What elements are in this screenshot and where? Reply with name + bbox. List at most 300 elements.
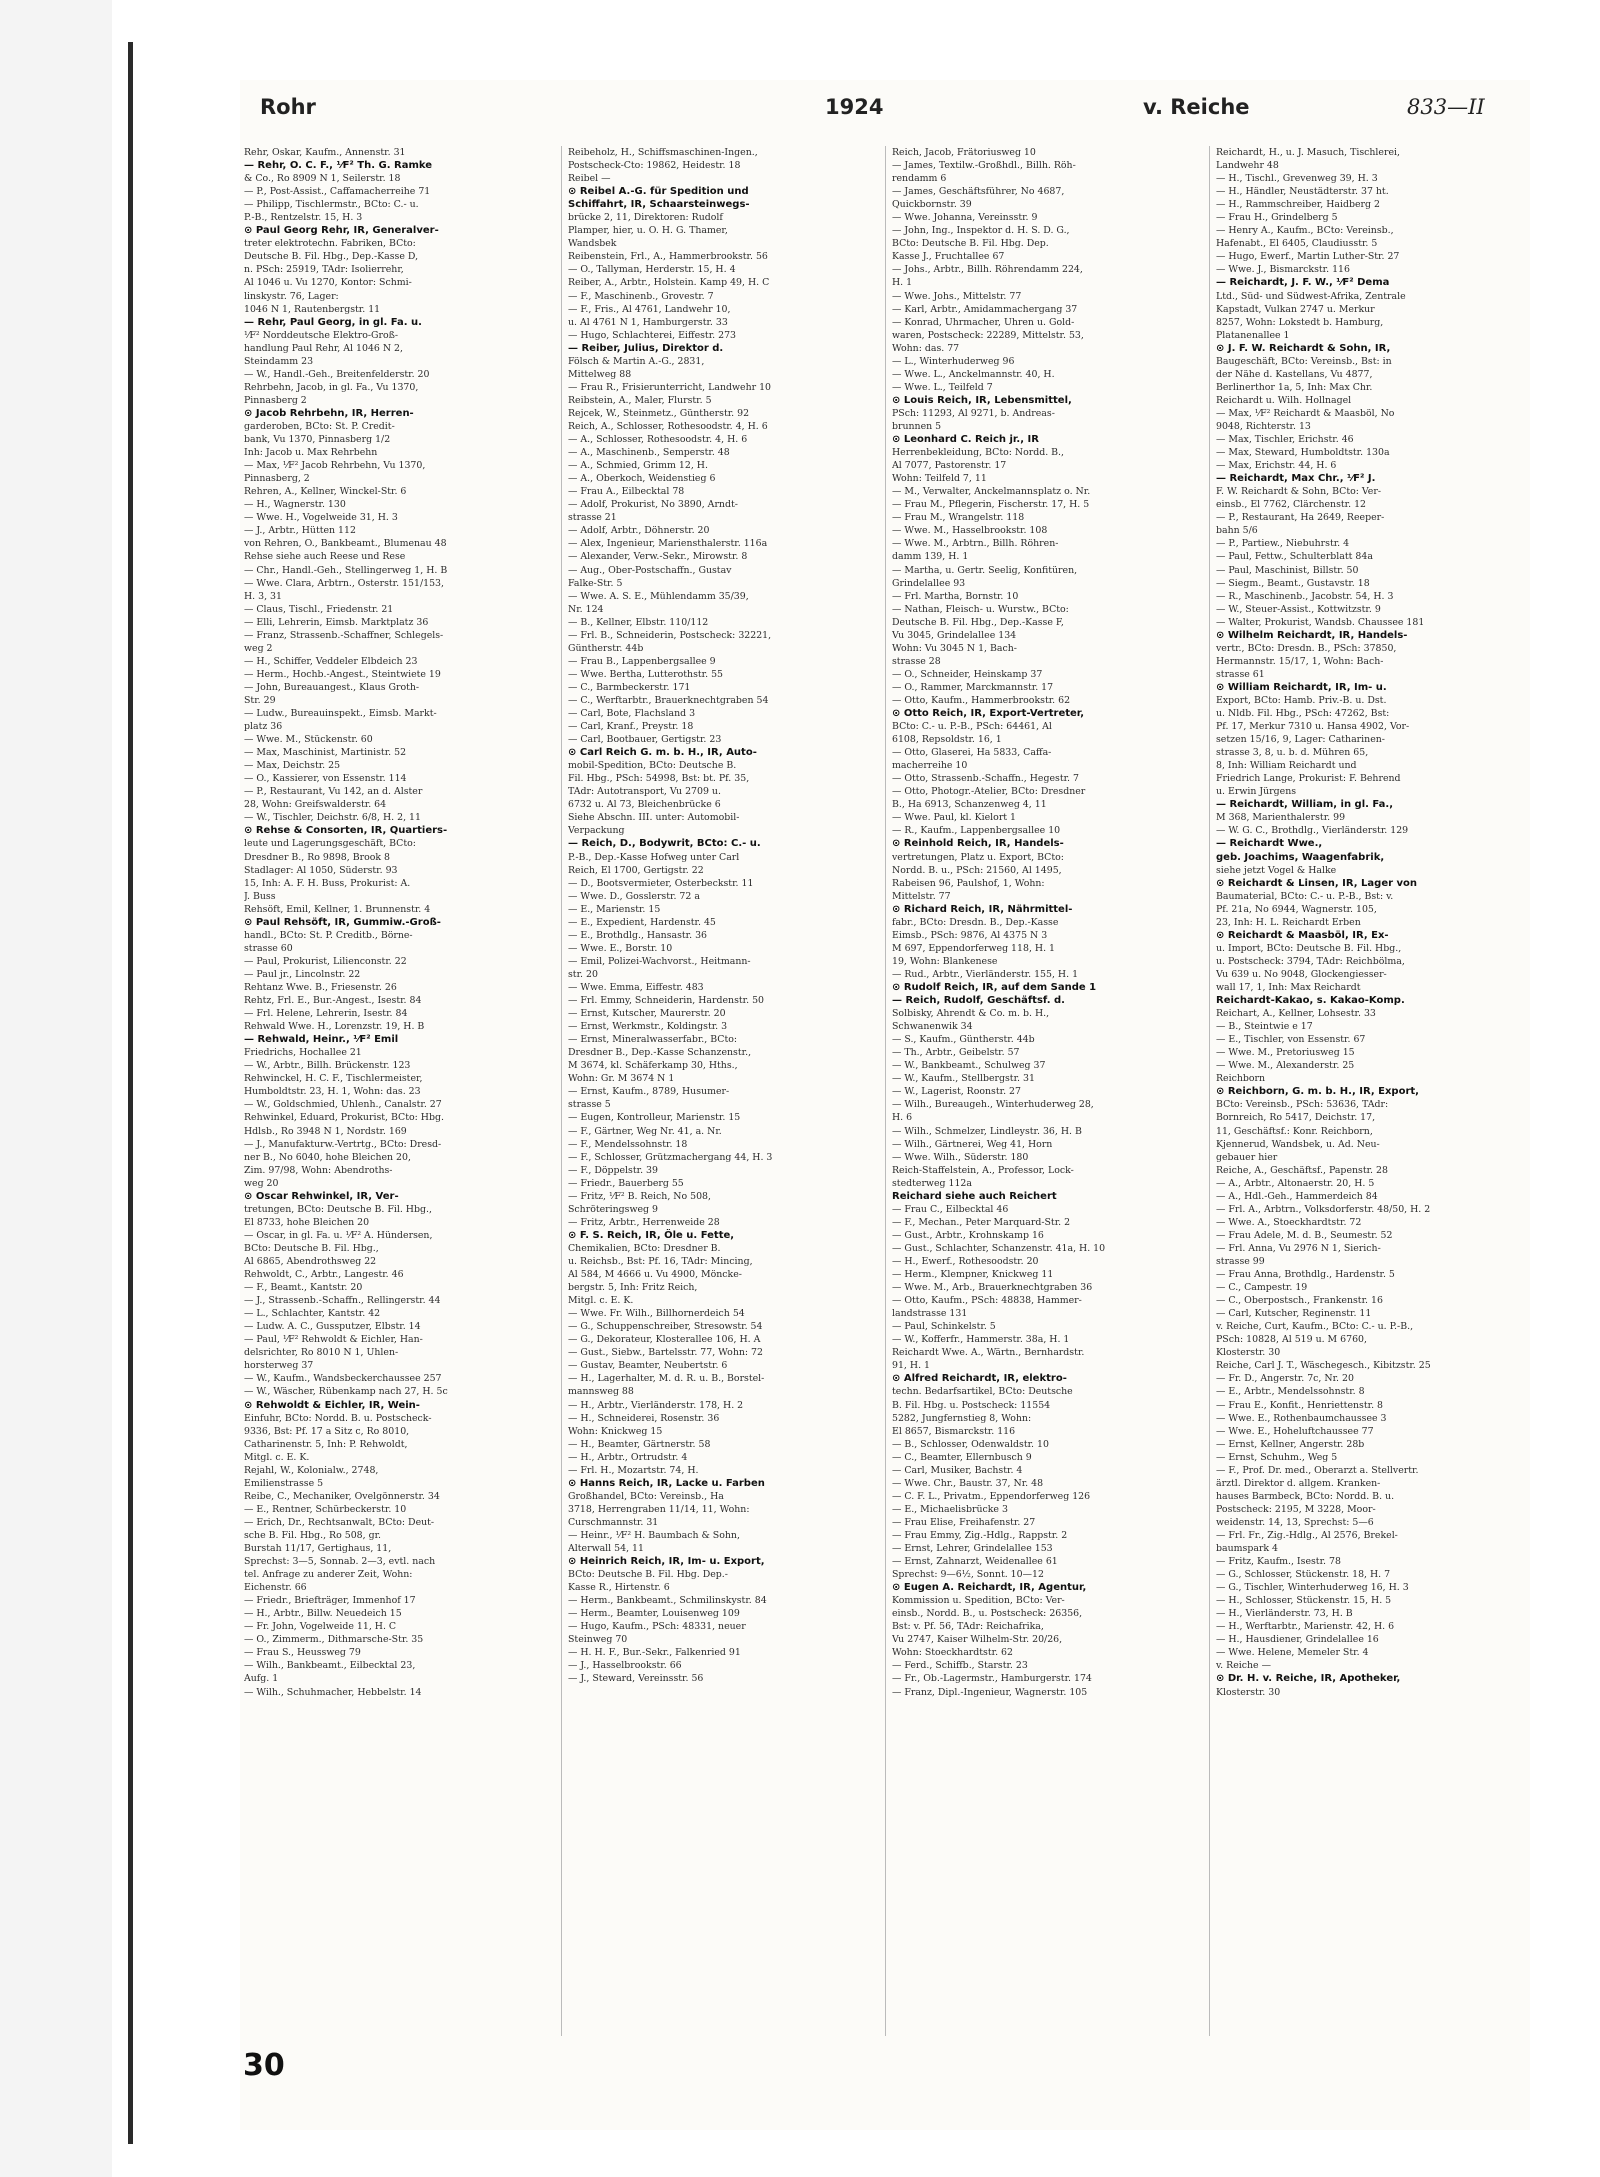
- directory-entry: — Ernst, Schuhm., Weg 5: [1216, 1451, 1338, 1463]
- directory-entry: B. Fil. Hbg. u. Postscheck: 11554: [892, 1399, 1051, 1411]
- directory-entry: — Ernst, Lehrer, Grindelallee 153: [892, 1543, 1053, 1555]
- directory-entry: — Max, ⅟F² Reichardt & Maasböl, No: [1216, 407, 1395, 419]
- directory-entry: — Wilh., Bureaugeh., Winterhuderweg 28,: [892, 1099, 1094, 1111]
- directory-entry: Reichardt-Kakao, s. Kakao-Komp.: [1216, 995, 1405, 1007]
- directory-entry: garderoben, BCto: St. P. Credit-: [244, 420, 395, 432]
- directory-entry: — Hugo, Kaufm., PSch: 48331, neuer: [568, 1621, 746, 1633]
- directory-entry: — Max, Deichstr. 25: [244, 760, 341, 772]
- directory-entry: vertretungen, Platz u. Export, BCto:: [892, 851, 1064, 863]
- directory-entry: — Carl, Musiker, Bachstr. 4: [892, 1464, 1023, 1476]
- directory-entry: — G., Dekorateur, Klosterallee 106, H. A: [568, 1334, 761, 1346]
- directory-entry: — Reiber, Julius, Direktor d.: [568, 342, 724, 354]
- directory-entry: Dresdner B., Ro 9898, Brook 8: [244, 851, 391, 863]
- directory-entry: — Gust., Schlachter, Schanzenstr. 41a, H. 10: [892, 1242, 1106, 1254]
- directory-entry: 8257, Wohn: Lokstedt b. Hamburg,: [1216, 316, 1384, 328]
- directory-entry: — Paul, Maschinist, Billstr. 50: [1216, 564, 1359, 576]
- directory-entry: Reichard siehe auch Reichert: [892, 1190, 1057, 1202]
- directory-entry: — W., Kofferfr., Hammerstr. 38a, H. 1: [892, 1334, 1070, 1346]
- directory-entry: — Wwe. M., Hasselbrookstr. 108: [892, 525, 1048, 537]
- directory-entry: BCto: Vereinsb., PSch: 53636, TAdr:: [1216, 1099, 1389, 1111]
- directory-entry: — Nathan, Fleisch- u. Wurstw., BCto:: [892, 603, 1069, 615]
- directory-entry: waren, Postscheck: 22289, Mittelstr. 53,: [892, 329, 1084, 341]
- directory-entry: — W., Steuer-Assist., Kottwitzstr. 9: [1216, 603, 1381, 615]
- directory-entry: H. 1: [892, 277, 913, 289]
- directory-entry: — C., Oberpostsch., Frankenstr. 16: [1216, 1295, 1383, 1307]
- directory-entry: — Frau H., Grindelberg 5: [1216, 212, 1338, 224]
- directory-entry: — Carl, Kutscher, Reginenstr. 11: [1216, 1308, 1372, 1320]
- directory-entry: — Otto, Strassenb.-Schaffn., Hegestr. 7: [892, 773, 1079, 785]
- directory-entry: u. Postscheck: 3794, TAdr: Reichbölma,: [1216, 955, 1405, 967]
- directory-entry: ⊙ Reichardt & Linsen, IR, Lager von: [1216, 877, 1418, 889]
- directory-entry: ⊙ Paul Rehsöft, IR, Gummiw.-Groß-: [244, 916, 441, 928]
- directory-entry: H. 3, 31: [244, 590, 282, 602]
- directory-entry: — Frl. B., Schneiderin, Postscheck: 32221,: [568, 629, 772, 641]
- directory-entry: — Otto, Glaserei, Ha 5833, Caffa-: [892, 747, 1052, 759]
- directory-entry: — L., Schlachter, Kantstr. 42: [244, 1308, 381, 1320]
- directory-entry: — Max, Tischler, Erichstr. 46: [1216, 434, 1354, 446]
- directory-entry: — Frl. A., Arbtrn., Volksdorferstr. 48/50, H. 2: [1216, 1203, 1431, 1215]
- directory-entry: ⊙ Rudolf Reich, IR, auf dem Sande 1: [892, 982, 1097, 993]
- directory-entry: Reibenstein, Frl., A., Hammerbrookstr. 56: [568, 251, 768, 263]
- directory-entry: 28, Wohn: Greifswalderstr. 64: [244, 799, 387, 811]
- directory-entry: — Ernst, Werkmstr., Koldingstr. 3: [568, 1021, 728, 1033]
- directory-entry: ⊙ Louis Reich, IR, Lebensmittel,: [892, 394, 1072, 406]
- directory-entry: — Philipp, Tischlermstr., BCto: C.- u.: [244, 199, 419, 211]
- directory-entry: Rehwald Wwe. H., Lorenzstr. 19, H. B: [244, 1021, 425, 1033]
- directory-entry: P.-B., Rentzelstr. 15, H. 3: [244, 212, 363, 224]
- directory-entry: Schiffahrt, IR, Schaarsteinwegs-: [568, 199, 750, 211]
- directory-entry: Solbisky, Ahrendt & Co. m. b. H.,: [892, 1008, 1050, 1020]
- directory-entry: — C., Barmbeckerstr. 171: [568, 681, 691, 693]
- directory-entry: — F., Fris., Al 4761, Landwehr 10,: [568, 303, 731, 315]
- directory-entry: Steindamm 23: [244, 355, 314, 367]
- directory-entry: strasse 60: [244, 942, 293, 954]
- directory-entry: — Gust., Siebw., Bartelsstr. 77, Wohn: 72: [568, 1347, 763, 1359]
- directory-entry: Siehe Abschn. III. unter: Automobil-: [568, 812, 740, 824]
- directory-entry: — P., Partiew., Niebuhrstr. 4: [1216, 538, 1350, 550]
- directory-entry: — Alexander, Verw.-Sekr., Mirowstr. 8: [568, 551, 748, 563]
- directory-entry: — Fritz, ⅟F² B. Reich, No 508,: [568, 1190, 711, 1202]
- directory-entry: — Eugen, Kontrolleur, Marienstr. 15: [568, 1112, 741, 1124]
- directory-entry: u. Erwin Jürgens: [1216, 786, 1297, 798]
- directory-entry: Reiche, Carl J. T., Wäschegesch., Kibitzstr. 25: [1216, 1360, 1431, 1372]
- directory-entry: — A., Oberkoch, Weidenstieg 6: [568, 473, 716, 485]
- directory-entry: — Reich, D., Bodywrit, BCto: C.- u.: [568, 838, 761, 850]
- scan-edge: [0, 0, 112, 2177]
- directory-entry: Reich-Staffelstein, A., Professor, Lock-: [892, 1164, 1074, 1176]
- directory-entry: — Otto, Photogr.-Atelier, BCto: Dresdner: [892, 786, 1086, 798]
- header-year: 1924: [825, 95, 884, 119]
- directory-entry: — Wilh., Schuhmacher, Hebbelstr. 14: [244, 1686, 422, 1698]
- directory-entry: Kasse J., Fruchtallee 67: [892, 251, 1005, 263]
- directory-entry: — O., Zimmerm., Dithmarsche-Str. 35: [244, 1634, 424, 1646]
- directory-entry: — Henry A., Kaufm., BCto: Vereinsb.,: [1216, 225, 1394, 237]
- directory-entry: — J., Strassenb.-Schaffn., Rellingerstr. 44: [244, 1295, 441, 1307]
- directory-entry: Al 1046 u. Vu 1270, Kontor: Schmi-: [244, 277, 412, 289]
- directory-entry: — Frau Elise, Freihafenstr. 27: [892, 1516, 1036, 1528]
- directory-entry: Pinnasberg, 2: [244, 473, 310, 485]
- directory-entry: 6108, Repsoldstr. 16, 1: [892, 734, 1002, 746]
- directory-entry: Bst: v. Pf. 56, TAdr: Reichafrika,: [892, 1621, 1044, 1633]
- directory-entry: — Rud., Arbtr., Vierländerstr. 155, H. 1: [892, 968, 1079, 980]
- directory-entry: — H., Lagerhalter, M. d. R. u. B., Borstel-: [568, 1373, 765, 1385]
- directory-entry: — Alex, Ingenieur, Mariensthalerstr. 116a: [568, 538, 768, 550]
- directory-entry: Catharinenstr. 5, Inh: P. Rehwoldt,: [244, 1438, 408, 1450]
- directory-entry: — James, Textilw.-Großhdl., Billh. Röh-: [892, 160, 1076, 172]
- directory-entry: — W., Kaufm., Wandsbeckerchaussee 257: [244, 1373, 442, 1385]
- directory-entry: Al 584, M 4666 u. Vu 4900, Möncke-: [568, 1269, 742, 1281]
- directory-entry: — F., Maschinenb., Grovestr. 7: [568, 290, 714, 302]
- directory-entry: — Adolf, Arbtr., Döhnerstr. 20: [568, 525, 710, 537]
- directory-entry: M 697, Eppendorferweg 118, H. 1: [892, 942, 1056, 954]
- directory-entry: — Wilh., Schmelzer, Lindleystr. 36, H. B: [892, 1125, 1082, 1137]
- directory-entry: — J., Manufakturw.-Vertrtg., BCto: Dresd-: [244, 1138, 442, 1150]
- directory-entry: weg 20: [244, 1177, 279, 1189]
- directory-entry: ner B., No 6040, hohe Bleichen 20,: [244, 1151, 411, 1163]
- directory-entry: — Wwe. A. S. E., Mühlendamm 35/39,: [568, 590, 749, 602]
- directory-entry: — Hugo, Schlachterei, Eiffestr. 273: [568, 329, 736, 341]
- directory-entry: ⊙ Rehwoldt & Eichler, IR, Wein-: [244, 1399, 420, 1411]
- directory-entry: Sprechst: 9—6½, Sonnt. 10—12: [892, 1569, 1044, 1581]
- directory-entry: — Adolf, Prokurist, No 3890, Arndt-: [568, 499, 738, 511]
- directory-entry: Klosterstr. 30: [1216, 1686, 1281, 1698]
- directory-entry: Chemikalien, BCto: Dresdner B.: [568, 1242, 721, 1254]
- directory-entry: ⊙ Oscar Rehwinkel, IR, Ver-: [244, 1190, 399, 1202]
- directory-entry: H. 6: [892, 1112, 913, 1124]
- directory-entry: — Oscar, in gl. Fa. u. ⅟F² A. Hündersen,: [244, 1229, 433, 1241]
- directory-entry: — Otto, Kaufm., Hammerbrookstr. 62: [892, 694, 1071, 706]
- directory-entry: — Ernst, Mineralwasserfabr., BCto:: [568, 1034, 738, 1046]
- directory-entry: BCto: C.- u. P.-B., PSch: 64461, Al: [892, 721, 1052, 733]
- directory-entry: ⊙ F. S. Reich, IR, Öle u. Fette,: [568, 1229, 735, 1241]
- directory-entry: Export, BCto: Hamb. Priv.-B. u. Dst.: [1216, 694, 1387, 706]
- directory-entry: — Martha, u. Gertr. Seelig, Konfitüren,: [892, 564, 1078, 576]
- directory-entry: — Herm., Beamter, Louisenweg 109: [568, 1608, 740, 1620]
- directory-entry: 9336, Bst: Pf. 17 a Sitz c, Ro 8010,: [244, 1425, 410, 1437]
- directory-entry: — W., Handl.-Geh., Breitenfelderstr. 20: [244, 368, 430, 380]
- directory-entry: — Wwe. Emma, Eiffestr. 483: [568, 982, 704, 993]
- directory-entry: Stadlager: Al 1050, Süderstr. 93: [244, 864, 398, 876]
- directory-entry: ⊙ Heinrich Reich, IR, Im- u. Export,: [568, 1556, 765, 1568]
- directory-entry: — E., Rentner, Schürbeckerstr. 10: [244, 1503, 407, 1515]
- directory-entry: — Frl. Emmy, Schneiderin, Hardenstr. 50: [568, 995, 765, 1007]
- column-divider: [885, 146, 886, 2036]
- directory-entry: — Herm., Klempner, Knickweg 11: [892, 1269, 1054, 1281]
- directory-entry: — O., Tallyman, Herderstr. 15, H. 4: [568, 264, 736, 276]
- directory-entry: Zim. 97/98, Wohn: Abendroths-: [244, 1164, 393, 1176]
- directory-entry: — Wwe. M., Arbtrn., Billh. Röhren-: [892, 538, 1059, 550]
- directory-entry: ärztl. Direktor d. allgem. Kranken-: [1216, 1477, 1381, 1489]
- column-4: [1216, 146, 1530, 2036]
- directory-entry: — A., Maschinenb., Semperstr. 48: [568, 447, 730, 459]
- directory-entry: handlung Paul Rehr, Al 1046 N 2,: [244, 342, 403, 354]
- directory-entry: mobil-Spedition, BCto: Deutsche B.: [568, 760, 737, 772]
- directory-entry: — Wilh., Bankbeamt., Eilbecktal 23,: [244, 1660, 416, 1672]
- directory-entry: — Fr. John, Vogelweide 11, H. C: [244, 1621, 397, 1633]
- directory-entry: — F., Beamt., Kantstr. 20: [244, 1282, 363, 1294]
- directory-entry: — Konrad, Uhrmacher, Uhren u. Gold-: [892, 316, 1075, 328]
- directory-entry: Eimsb., PSch: 9876, Al 4375 N 3: [892, 929, 1048, 941]
- directory-entry: delsrichter, Ro 8010 N 1, Uhlen-: [244, 1347, 399, 1359]
- directory-entry: Rabeisen 96, Paulshof, 1, Wohn:: [892, 877, 1045, 889]
- directory-entry: Kasse R., Hirtenstr. 6: [568, 1582, 670, 1594]
- directory-entry: Reich, Jacob, Frätoriusweg 10: [892, 147, 1036, 158]
- directory-entry: Plamper, hier, u. O. H. G. Thamer,: [568, 225, 728, 237]
- directory-entry: 91, H. 1: [892, 1360, 930, 1372]
- column-1: [244, 146, 558, 2036]
- directory-entry: Rehwoldt, C., Arbtr., Langestr. 46: [244, 1269, 404, 1281]
- directory-entry: Friedrich Lange, Prokurist: F. Behrend: [1216, 773, 1401, 785]
- directory-entry: — J., Hasselbrookstr. 66: [568, 1660, 682, 1672]
- directory-entry: Str. 29: [244, 694, 276, 706]
- column-divider: [1209, 146, 1210, 2036]
- directory-entry: Rejahl, W., Kolonialw., 2748,: [244, 1464, 379, 1476]
- directory-entry: — A., Schmied, Grimm 12, H.: [568, 460, 708, 472]
- directory-entry: 9048, Richterstr. 13: [1216, 420, 1311, 432]
- directory-entry: — D., Bootsvermieter, Osterbeckstr. 11: [568, 877, 754, 889]
- directory-entry: techn. Bedarfsartikel, BCto: Deutsche: [892, 1386, 1073, 1398]
- directory-entry: ⊙ Jacob Rehrbehn, IR, Herren-: [244, 407, 414, 419]
- directory-entry: damm 139, H. 1: [892, 551, 969, 563]
- directory-entry: ⊙ Leonhard C. Reich jr., IR: [892, 434, 1039, 446]
- directory-entry: — O., Rammer, Marckmannstr. 17: [892, 681, 1054, 693]
- directory-entry: — H., Hausdiener, Grindelallee 16: [1216, 1634, 1379, 1646]
- directory-entry: landstrasse 131: [892, 1308, 968, 1320]
- directory-entry: Postscheck: 2195, M 3228, Moor-: [1216, 1503, 1376, 1515]
- directory-entry: — G., Schuppenschreiber, Stresowstr. 54: [568, 1321, 763, 1333]
- directory-entry: Baumaterial, BCto: C.- u. P.-B., Bst: v.: [1216, 890, 1394, 902]
- directory-entry: El 8657, Bismarckstr. 116: [892, 1425, 1016, 1437]
- directory-entry: — Chr., Handl.-Geh., Stellingerweg 1, H. B: [244, 564, 448, 576]
- directory-entry: — Wwe. Chr., Baustr. 37, Nr. 48: [892, 1477, 1044, 1489]
- directory-entry: — Paul jr., Lincolnstr. 22: [244, 968, 361, 980]
- directory-entry: — John, Bureauangest., Klaus Groth-: [244, 681, 420, 693]
- directory-entry: — F., Prof. Dr. med., Oberarzt a. Stellvertr.: [1216, 1464, 1419, 1476]
- directory-entry: Rehtz, Frl. E., Bur.-Angest., Isestr. 84: [244, 995, 422, 1007]
- directory-entry: PSch: 10828, Al 519 u. M 6760,: [1216, 1334, 1367, 1346]
- directory-entry: — Erich, Dr., Rechtsanwalt, BCto: Deut-: [244, 1516, 435, 1528]
- directory-entry: Pinnasberg 2: [244, 394, 307, 406]
- directory-entry: — Frl. Martha, Bornstr. 10: [892, 590, 1019, 602]
- header-left-name: Rohr: [260, 95, 316, 119]
- directory-entry: — C. F. L., Privatm., Eppendorferweg 126: [892, 1490, 1091, 1502]
- directory-entry: — Hugo, Ewerf., Martin Luther-Str. 27: [1216, 251, 1400, 263]
- directory-entry: — Wwe. E., Borstr. 10: [568, 942, 673, 954]
- directory-entry: horsterweg 37: [244, 1360, 314, 1372]
- directory-entry: — L., Winterhuderweg 96: [892, 355, 1015, 367]
- directory-entry: strasse 21: [568, 512, 617, 524]
- directory-entry: — R., Maschinenb., Jacobstr. 54, H. 3: [1216, 590, 1394, 602]
- directory-entry: — G., Schlosser, Stückenstr. 18, H. 7: [1216, 1569, 1391, 1581]
- directory-entry: Reiche, A., Geschäftsf., Papenstr. 28: [1216, 1164, 1388, 1176]
- directory-entry: Bornreich, Ro 5417, Deichstr. 17,: [1216, 1112, 1376, 1124]
- directory-entry: Nordd. B. u., PSch: 21560, Al 1495,: [892, 864, 1062, 876]
- directory-entry: Wohn: Vu 3045 N 1, Bach-: [892, 642, 1017, 654]
- directory-entry: Vu 639 u. No 9048, Glockengiesser-: [1216, 968, 1387, 980]
- directory-entry: Klosterstr. 30: [1216, 1347, 1281, 1359]
- binding-line: [128, 42, 133, 2144]
- directory-entry: — H. H. F., Bur.-Sekr., Falkenried 91: [568, 1647, 741, 1659]
- directory-entry: ⊙ J. F. W. Reichardt & Sohn, IR,: [1216, 342, 1391, 354]
- directory-entry: Reiber, A., Arbtr., Holstein. Kamp 49, H. C: [568, 277, 770, 289]
- directory-entry: — Reichardt Wwe.,: [1216, 838, 1323, 850]
- directory-entry: — Rehr, O. C. F., ⅟F² Th. G. Ramke: [244, 160, 433, 172]
- directory-entry: — B., Kellner, Elbstr. 110/112: [568, 616, 709, 628]
- directory-entry: — Wwe. M., Pretoriusweg 15: [1216, 1047, 1355, 1059]
- directory-entry: — Ernst, Kaufm., 8789, Husumer-: [568, 1086, 730, 1098]
- directory-entry: Reichardt, H., u. J. Masuch, Tischlerei,: [1216, 147, 1400, 158]
- directory-entry: — Wwe. M., Alexanderstr. 25: [1216, 1060, 1355, 1072]
- directory-entry: & Co., Ro 8909 N 1, Seilerstr. 18: [244, 173, 401, 185]
- directory-entry: — Claus, Tischl., Friedenstr. 21: [244, 603, 394, 615]
- directory-entry: — Wwe. Wilh., Süderstr. 180: [892, 1151, 1029, 1163]
- directory-entry: Reibstein, A., Maler, Flurstr. 5: [568, 394, 712, 406]
- directory-entry: 5282, Jungfernstieg 8, Wohn:: [892, 1412, 1032, 1424]
- directory-entry: 6732 u. Al 73, Bleichenbrücke 6: [568, 799, 721, 811]
- directory-columns: [240, 146, 1532, 2036]
- directory-entry: ⊙ Reichborn, G. m. b. H., IR, Export,: [1216, 1086, 1419, 1098]
- directory-entry: leute und Lagerungsgeschäft, BCto:: [244, 838, 416, 850]
- directory-entry: Kjennerud, Wandsbek, u. Ad. Neu-: [1216, 1138, 1380, 1150]
- directory-entry: geb. Joachims, Waagenfabrik,: [1216, 851, 1385, 863]
- directory-entry: — H., Arbtr., Vierländerstr. 178, H. 2: [568, 1399, 744, 1411]
- directory-entry: — Ludw. A. C., Gussputzer, Elbstr. 14: [244, 1321, 421, 1333]
- directory-entry: Wandsbek: [568, 238, 617, 250]
- directory-entry: — Frau Emmy, Zig.-Hdlg., Rappstr. 2: [892, 1529, 1068, 1541]
- directory-entry: Nr. 124: [568, 603, 604, 615]
- directory-entry: — H., Händler, Neustädterstr. 37 ht.: [1216, 186, 1389, 198]
- directory-entry: Einfuhr, BCto: Nordd. B. u. Postscheck-: [244, 1412, 432, 1424]
- directory-entry: M 3674, kl. Schäferkamp 30, Hths.,: [568, 1060, 738, 1072]
- directory-entry: — P., Restaurant, Vu 142, an d. Alster: [244, 786, 423, 798]
- directory-entry: PSch: 11293, Al 9271, b. Andreas-: [892, 407, 1055, 419]
- directory-entry: BCto: Deutsche B. Fil. Hbg.,: [244, 1242, 379, 1254]
- column-2: [568, 146, 882, 2036]
- directory-entry: — J., Steward, Vereinsstr. 56: [568, 1673, 704, 1685]
- directory-entry: — Heinr., ⅟F² H. Baumbach & Sohn,: [568, 1529, 740, 1541]
- directory-entry: TAdr: Autotransport, Vu 2709 u.: [568, 786, 721, 798]
- directory-entry: — E., Brothdlg., Hansastr. 36: [568, 929, 708, 941]
- directory-entry: Sprechst: 3—5, Sonnab. 2—3, evtl. nach: [244, 1556, 436, 1568]
- directory-entry: — H., Arbtr., Billw. Neuedeich 15: [244, 1608, 402, 1620]
- directory-entry: — F., Döppelstr. 39: [568, 1164, 658, 1176]
- directory-entry: — Frau M., Wrangelstr. 118: [892, 512, 1025, 524]
- directory-entry: ⊙ Reinhold Reich, IR, Handels-: [892, 838, 1064, 850]
- directory-entry: — Reichardt, William, in gl. Fa.,: [1216, 799, 1394, 811]
- column-3: [892, 146, 1206, 2036]
- directory-entry: Reichart, A., Kellner, Lohsestr. 33: [1216, 1008, 1376, 1020]
- directory-entry: — Gust., Arbtr., Krohnskamp 16: [892, 1229, 1044, 1241]
- directory-entry: — Gustav, Beamter, Neubertstr. 6: [568, 1360, 728, 1372]
- directory-entry: stedterweg 112a: [892, 1177, 972, 1189]
- directory-entry: Mittelstr. 77: [892, 890, 951, 902]
- directory-entry: — C., Beamter, Ellernbusch 9: [892, 1451, 1032, 1463]
- directory-entry: Berlinerthor 1a, 5, Inh: Max Chr.: [1216, 381, 1373, 393]
- directory-entry: — Paul, Fettw., Schulterblatt 84a: [1216, 551, 1373, 563]
- directory-entry: — Frl. H., Mozartstr. 74, H.: [568, 1464, 699, 1476]
- directory-entry: Deutsche B. Fil. Hbg., Dep.-Kasse F,: [892, 616, 1064, 628]
- directory-entry: str. 20: [568, 968, 598, 980]
- directory-entry: P.-B., Dep.-Kasse Hofweg unter Carl: [568, 851, 740, 863]
- directory-entry: bahn 5/6: [1216, 525, 1258, 537]
- directory-entry: einsb., El 7762, Clärchenstr. 12: [1216, 499, 1367, 511]
- directory-entry: — F., Mechan., Peter Marquard-Str. 2: [892, 1216, 1071, 1228]
- directory-entry: — Frau Adele, M. d. B., Seumestr. 52: [1216, 1229, 1393, 1241]
- directory-entry: — Herm., Bankbeamt., Schmilinskystr. 84: [568, 1595, 767, 1607]
- directory-entry: Kommission u. Spedition, BCto: Ver-: [892, 1595, 1065, 1607]
- page-header: [240, 95, 1530, 135]
- directory-entry: — Frl. Fr., Zig.-Hdlg., Al 2576, Brekel-: [1216, 1529, 1398, 1541]
- directory-entry: — W., Wäscher, Rübenkamp nach 27, H. 5c: [244, 1386, 448, 1398]
- directory-entry: Hdlsb., Ro 3948 N 1, Nordstr. 169: [244, 1125, 407, 1137]
- directory-entry: — Wwe. Johs., Mittelstr. 77: [892, 290, 1022, 302]
- directory-entry: 8, Inh: William Reichardt und: [1216, 760, 1357, 772]
- directory-entry: — Max, Steward, Humboldtstr. 130a: [1216, 447, 1390, 459]
- directory-entry: — F., Gärtner, Weg Nr. 41, a. Nr.: [568, 1125, 722, 1137]
- directory-entry: Dresdner B., Dep.-Kasse Schanzenstr.,: [568, 1047, 752, 1059]
- directory-entry: — Wwe. L., Anckelmannstr. 40, H.: [892, 368, 1055, 380]
- directory-entry: — Th., Arbtr., Geibelstr. 57: [892, 1047, 1020, 1059]
- directory-entry: — F., Schlosser, Grützmachergang 44, H. 3: [568, 1151, 773, 1163]
- directory-entry: — A., Hdl.-Geh., Hammerdeich 84: [1216, 1190, 1378, 1202]
- directory-entry: Quickbornstr. 39: [892, 199, 972, 211]
- directory-entry: ⊙ Richard Reich, IR, Nährmittel-: [892, 903, 1073, 915]
- directory-entry: — R., Kaufm., Lappenbergsallee 10: [892, 825, 1061, 837]
- directory-entry: — H., Rammschreiber, Haidberg 2: [1216, 199, 1380, 211]
- directory-entry: — Frau M., Pflegerin, Fischerstr. 17, H. 5: [892, 499, 1090, 511]
- directory-entry: — W., Goldschmied, Uhlenh., Canalstr. 27: [244, 1099, 442, 1111]
- directory-entry: ⊙ Dr. H. v. Reiche, IR, Apotheker,: [1216, 1673, 1401, 1685]
- directory-entry: Rejcek, W., Steinmetz., Güntherstr. 92: [568, 407, 750, 419]
- directory-entry: ⅟F² Norddeutsche Elektro-Groß-: [244, 329, 399, 341]
- directory-entry: Reichardt Wwe. A., Wärtn., Bernhardstr.: [892, 1347, 1085, 1359]
- directory-entry: Rehren, A., Kellner, Winckel-Str. 6: [244, 486, 407, 498]
- directory-entry: Baugeschäft, BCto: Vereinsb., Bst: in: [1216, 355, 1392, 367]
- directory-entry: ⊙ Reibel A.-G. für Spedition und: [568, 186, 749, 198]
- directory-entry: — Max, Erichstr. 44, H. 6: [1216, 460, 1337, 472]
- directory-entry: Reichardt u. Wilh. Hollnagel: [1216, 394, 1352, 406]
- directory-entry: strasse 99: [1216, 1255, 1265, 1267]
- directory-entry: ⊙ Alfred Reichardt, IR, elektro-: [892, 1373, 1067, 1385]
- directory-entry: — Ernst, Kellner, Angerstr. 28b: [1216, 1438, 1365, 1450]
- directory-entry: Postscheck-Cto: 19862, Heidestr. 18: [568, 160, 741, 172]
- directory-entry: — E., Michaelisbrücke 3: [892, 1503, 1008, 1515]
- directory-entry: — Rehr, Paul Georg, in gl. Fa. u.: [244, 316, 422, 328]
- directory-entry: 3718, Herrengraben 11/14, 11, Wohn:: [568, 1503, 750, 1515]
- directory-entry: — Wwe. Bertha, Lutterothstr. 55: [568, 668, 723, 680]
- directory-entry: — B., Schlosser, Odenwaldstr. 10: [892, 1438, 1049, 1450]
- directory-entry: Ltd., Süd- und Südwest-Afrika, Zentrale: [1216, 290, 1406, 302]
- directory-entry: wall 17, 1, Inh: Max Reichardt: [1216, 982, 1361, 993]
- directory-entry: — Fritz, Kaufm., Isestr. 78: [1216, 1556, 1341, 1568]
- directory-entry: — Wwe. M., Stückenstr. 60: [244, 734, 373, 746]
- directory-entry: — Frau Anna, Brothdlg., Hardenstr. 5: [1216, 1269, 1395, 1281]
- directory-entry: weidenstr. 14, 13, Sprechst: 5—6: [1216, 1516, 1374, 1528]
- directory-entry: platz 36: [244, 721, 283, 733]
- directory-entry: Pf. 17, Merkur 7310 u. Hansa 4902, Vor-: [1216, 721, 1410, 733]
- directory-entry: Al 7077, Pastorenstr. 17: [892, 460, 1007, 472]
- directory-entry: Fil. Hbg., PSch: 54998, Bst: bt. Pf. 35,: [568, 773, 750, 785]
- directory-entry: — O., Schneider, Heinskamp 37: [892, 668, 1043, 680]
- directory-entry: Reibeholz, H., Schiffsmaschinen-Ingen.,: [568, 147, 758, 158]
- directory-entry: — Reichardt, J. F. W., ⅟F² Dema: [1216, 277, 1390, 289]
- directory-entry: ⊙ Otto Reich, IR, Export-Vertreter,: [892, 708, 1085, 720]
- directory-entry: hauses Barmbeck, BCto: Nordd. B. u.: [1216, 1490, 1395, 1502]
- directory-entry: BCto: Deutsche B. Fil. Hbg. Dep.: [892, 238, 1049, 250]
- directory-entry: Wohn: das. 77: [892, 342, 960, 354]
- directory-entry: Rehse siehe auch Reese und Rese: [244, 551, 406, 563]
- directory-entry: — Wwe. Clara, Arbtrn., Osterstr. 151/153,: [244, 577, 445, 589]
